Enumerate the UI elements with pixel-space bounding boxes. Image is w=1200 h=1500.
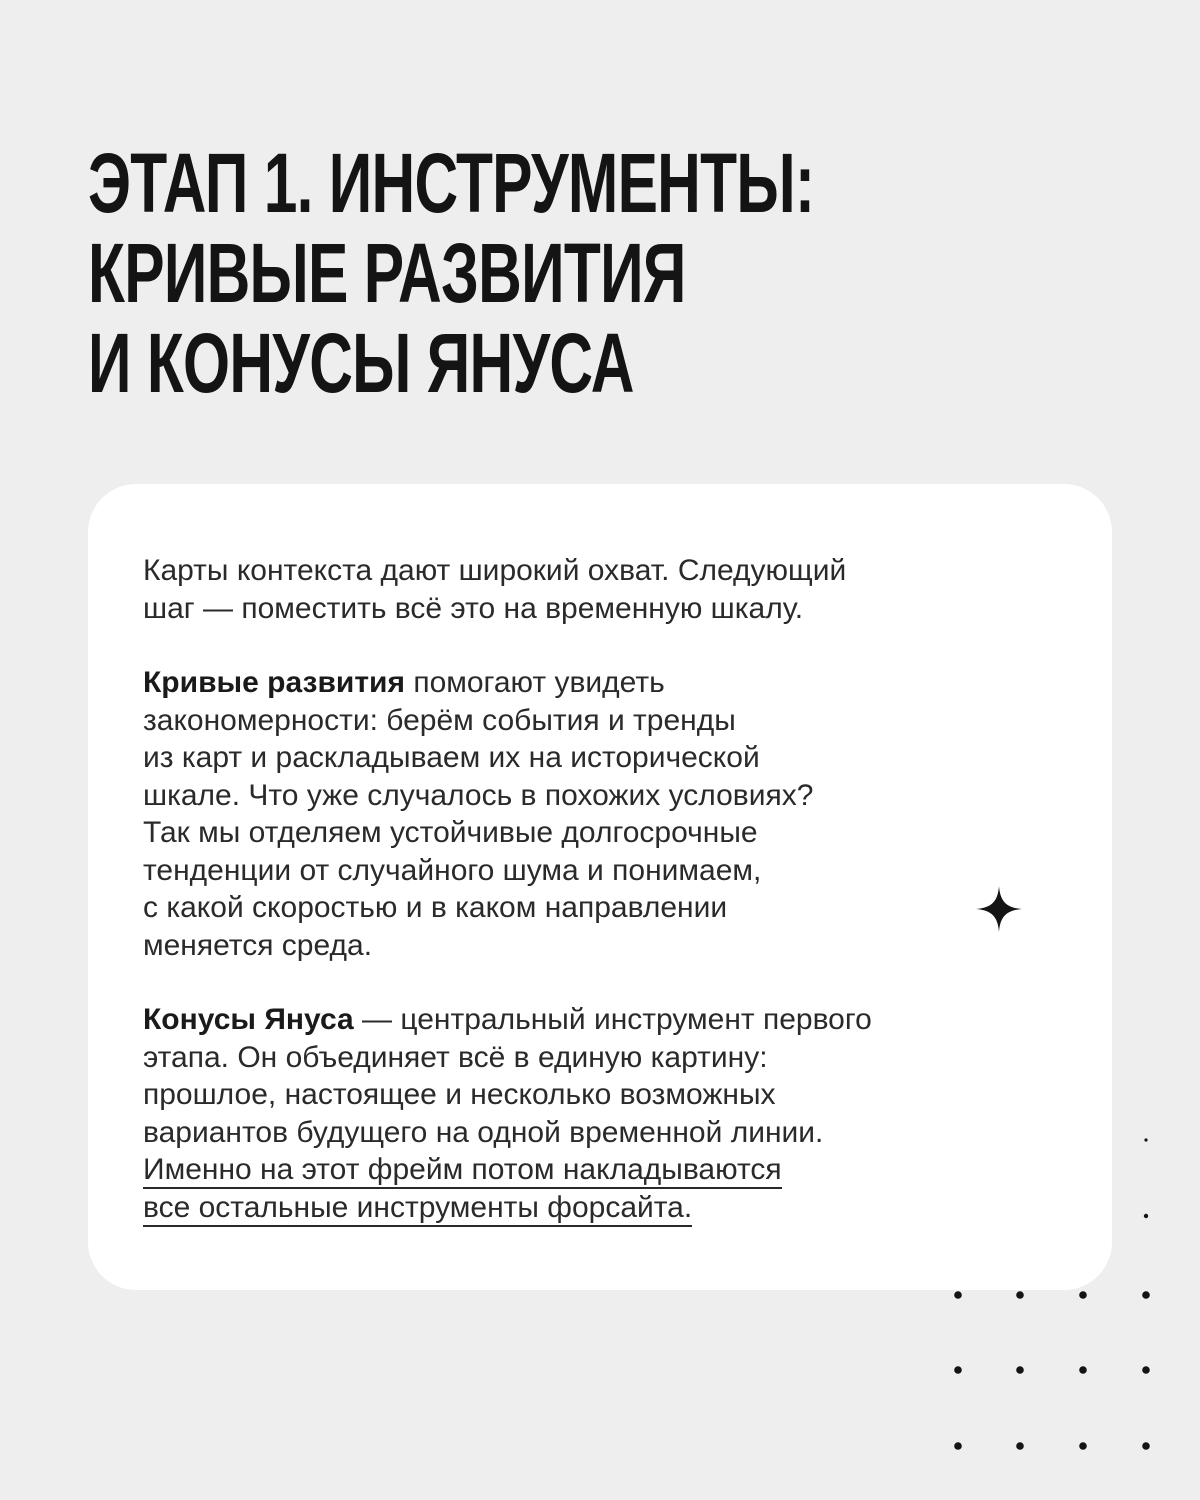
dot [1142,1291,1150,1299]
title-line-1: ЭТАП 1. ИНСТРУМЕНТЫ: [88,136,815,230]
dot [1079,1366,1087,1374]
text-fragment: — центральный инструмент первого [353,1003,872,1036]
text-fragment: помогают увидеть [404,666,665,699]
term-janus-cones: Конусы Януса [143,1003,354,1036]
four-point-star-icon [976,886,1022,932]
dot [954,1366,962,1374]
dot [1142,1442,1150,1450]
dot [954,1442,962,1450]
text-line: вариантов будущего на одной временной линии. [143,1115,824,1149]
content-card [88,484,1112,1290]
title-line-3: И КОНУСЫ ЯНУСА [88,316,634,410]
paragraph-janus-cones [143,1001,1043,1227]
dot [1079,1291,1087,1299]
paragraph-development-curves [143,664,1043,964]
dot [1142,1366,1150,1374]
underlined-text: Именно на этот фрейм потом накладываются [143,1153,782,1189]
term-development-curves: Кривые развития [143,666,405,699]
dot [954,1291,962,1299]
text-line: из карт и раскладываем их на исторической [143,741,760,774]
paragraph-intro [143,552,1043,627]
underlined-line [143,1151,1043,1189]
text-line: меняется среда. [143,928,373,962]
dot [1079,1442,1087,1450]
dot [1144,1214,1148,1218]
text-line: прошлое, настоящее и несколько возможных [143,1078,776,1111]
dot [1016,1291,1024,1299]
text-line: этапа. Он объединяет всё в единую картину: [143,1040,768,1074]
dot [1016,1366,1024,1374]
text-line: шкале. Что уже случалось в похожих условиях? [143,778,814,812]
dot [1016,1442,1024,1450]
dot [1144,1138,1147,1141]
text-line [143,1001,1043,1039]
text-line: шаг — поместить всё это на временную шкалу. [143,591,804,625]
text-line: Карты контекста дают широкий охват. Следующий [143,554,847,587]
text-line: с какой скоростью и в каком направлении [143,891,728,924]
card-text [143,552,1043,1227]
underlined-text: все остальные инструменты форсайта. [143,1191,692,1227]
page-title [88,136,815,410]
text-line [143,664,1043,702]
title-line-2: КРИВЫЕ РАЗВИТИЯ [88,226,686,320]
text-line: закономерности: берём события и тренды [143,703,736,737]
text-line: Так мы отделяем устойчивые долгосрочные [143,816,758,849]
underlined-line [143,1189,1043,1227]
text-line: тенденции от случайного шума и понимаем, [143,853,762,887]
